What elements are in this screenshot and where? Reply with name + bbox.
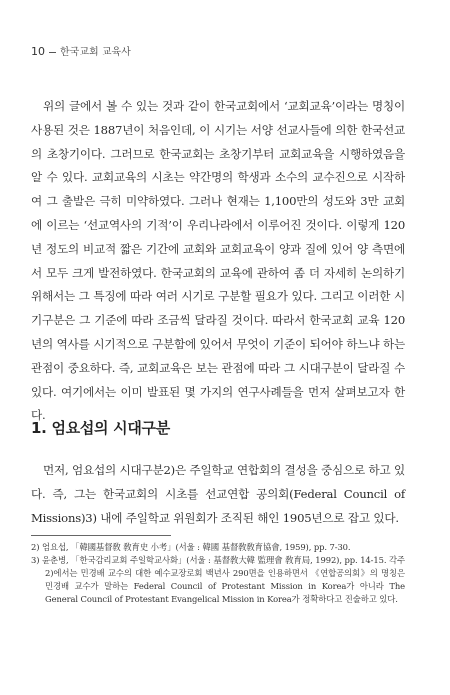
body-paragraph-1 bbox=[31, 95, 405, 428]
footnote-2: 2) 엄요섭, 「韓國基督敎 敎育史 小考」(서울 : 韓國 基督敎敎育協會, 1959), pp. 7-30. bbox=[31, 542, 351, 552]
body-paragraph-2-block bbox=[31, 459, 405, 530]
page-number: 10 bbox=[31, 45, 45, 58]
running-title: 한국교회 교육사 bbox=[60, 47, 131, 58]
running-header bbox=[31, 43, 131, 58]
header-separator bbox=[49, 52, 56, 53]
footnote-divider bbox=[31, 535, 171, 536]
section-heading: 1. 엄요섭의 시대구분 bbox=[31, 419, 170, 437]
body-paragraph-2 bbox=[31, 459, 405, 530]
footnotes bbox=[31, 541, 405, 606]
paragraph-2-text: 먼저, 엄요섭의 시대구분2)은 주일학교 연합회의 결성을 중심으로 하고 있다. 즉, 그는 한국교회의 시초를 선교연합 공의회(Federal Council of Missions)3) 내에 주일학교 위원회가 조직된 해인 1905년으로 잡고 있다. bbox=[31, 463, 405, 525]
footnote-3: 3) 윤춘병, 「한국감리교회 주일학교사화」(서울 : 基督敎大韓 監理會 敎育局, 1992), pp. 14-15. 각주 2)에서는 민경배 교수의 대한 예수교장로회 백년사 290면을 인용하면서 《연합공의회》의 명칭은 민경배 교수가 말하는 Federal Council of Protestant Mission in Korea가 아니라 The General Council of Protestant Evangelical Mission in Korea가 정확하다고 진술하고 있다. bbox=[31, 555, 405, 605]
body-paragraph-1-block bbox=[31, 95, 405, 428]
paragraph-1-text: 위의 글에서 볼 수 있는 것과 같이 한국교회에서 ‘교회교육’이라는 명칭이 사용된 것은 1887년이 처음인데, 이 시기는 서양 선교사들에 의한 한국선교의 초창기이다. 그러므로 한국교회는 초창기부터 교회교육을 시행하였음을 알 수 있다. 교회교육의 시초는 약간명의 학생과 소수의 교수진으로 시작하여 그 출발은 극히 미약하였다. 그러나 현재는 1,100만의 성도와 3만 교회에 이르는 ‘선교역사의 기적’이 우리나라에서 이루어진 것이다. 이렇게 120년 정도의 비교적 짧은 기간에 교회와 교회교육이 양과 질에 있어 양 측면에서 모두 크게 발전하였다. 한국교회의 교육에 관하여 좀 더 자세히 논의하기 위해서는 그 특징에 따라 여러 시기로 구분할 필요가 있다. 그리고 이러한 시기구분은 그 기준에 따라 조금씩 달라질 것이다. 따라서 한국교회 교육 120년의 역사를 시기적으로 구분함에 있어서 무엇이 기준이 되어야 하느냐 하는 관점이 중요하다. 즉, 교회교육은 보는 관점에 따라 그 시대구분이 달라질 수 있다. 여기에서는 이미 발표된 몇 가지의 연구사례들을 먼저 살펴보고자 한다. bbox=[31, 99, 405, 423]
